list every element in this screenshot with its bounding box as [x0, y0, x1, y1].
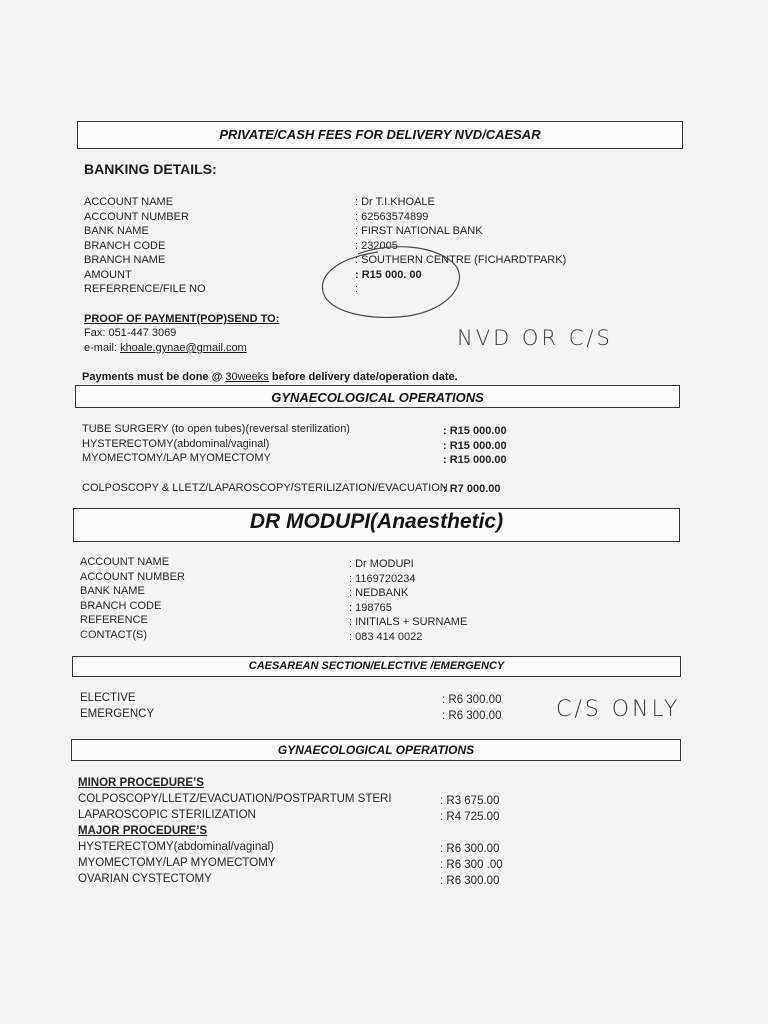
row-label: COLPOSCOPY/LLETZ/EVACUATION/POSTPARTUM STERI — [78, 793, 392, 805]
row-value: : R15 000.00 — [443, 454, 507, 466]
payment-post: before delivery date/operation date. — [268, 371, 458, 383]
row-value: : NEDBANK — [349, 587, 409, 599]
gyn-ops-title-2: GYNAECOLOGICAL OPERATIONS — [277, 743, 475, 757]
row-label: OVARIAN CYSTECTOMY — [78, 873, 212, 885]
row-label: EMERGENCY — [80, 708, 155, 720]
row-value: : R6 300.00 — [440, 875, 500, 887]
row-label: HYSTERECTOMY(abdominal/vaginal) — [78, 841, 274, 853]
row-value: : R6 300.00 — [442, 710, 502, 722]
row-label: BRANCH CODE — [80, 599, 162, 612]
handwritten-note-nvd: NVD OR C/S — [457, 326, 613, 350]
banking-heading: BANKING DETAILS: — [84, 161, 217, 177]
row-value: : FIRST NATIONAL BANK — [355, 225, 483, 237]
row-value: : 083 414 0022 — [349, 630, 423, 643]
row-value: : Dr T.I.KHOALE — [355, 196, 435, 208]
proof-heading: PROOF OF PAYMENT(POP)SEND TO: — [84, 313, 280, 325]
row-label: HYSTERECTOMY(abdominal/vaginal) — [82, 437, 270, 450]
row-label: ACCOUNT NAME — [80, 556, 170, 568]
row-value: : 1169720234 — [349, 572, 416, 585]
payment-weeks: 30weeks — [225, 371, 269, 383]
row-value: : — [355, 283, 359, 295]
handwritten-circle-mark — [318, 240, 464, 322]
row-value: : R7 000.00 — [443, 483, 501, 495]
proof-fax: Fax: 051-447 3069 — [84, 327, 177, 339]
row-label: TUBE SURGERY (to open tubes)(reversal sterilization) — [82, 423, 350, 435]
row-value: : SOUTHERN CENTRE (FICHARDTPARK) — [355, 254, 567, 266]
gyn-ops-list-1 — [82, 422, 682, 502]
row-value: : R3 675.00 — [440, 795, 500, 807]
row-label: BANK NAME — [80, 585, 145, 597]
row-label: REFERENCE — [80, 614, 148, 626]
row-label: CONTACT(S) — [80, 628, 148, 641]
payment-deadline-note — [82, 371, 458, 383]
row-label: REFERRENCE/FILE NO — [84, 283, 206, 295]
row-value: : Dr MODUPI — [349, 558, 414, 570]
row-label: MYOMECTOMY/LAP MYOMECTOMY — [82, 452, 271, 464]
row-value: : INITIALS + SURNAME — [349, 616, 468, 628]
row-value: : R15 000.00 — [443, 439, 507, 452]
row-value: : R6 300.00 — [440, 843, 500, 855]
row-label: BRANCH NAME — [84, 254, 166, 266]
caesarean-title: CAESAREAN SECTION/ELECTIVE /EMERGENCY — [248, 660, 505, 672]
gyn-ops-title-1: GYNAECOLOGICAL OPERATIONS — [271, 390, 484, 405]
row-label: BRANCH CODE — [84, 239, 166, 252]
row-label: ACCOUNT NAME — [84, 196, 174, 208]
row-value: : R15 000.00 — [443, 425, 507, 437]
row-label: BANK NAME — [84, 225, 149, 237]
row-label: COLPOSCOPY & LLETZ/LAPAROSCOPY/STERILIZATION/EVACUATION — [82, 482, 448, 494]
gyn-ops-list-2 — [78, 776, 678, 891]
row-value: : 62563574899 — [355, 210, 429, 223]
major-procedures-heading: MAJOR PROCEDURE’S — [78, 825, 208, 837]
row-value: : R6 300.00 — [442, 694, 502, 706]
row-label: ACCOUNT NUMBER — [80, 570, 185, 583]
row-label: ELECTIVE — [80, 692, 136, 704]
row-value: : 232005 — [355, 239, 398, 252]
anaesthetic-details-list — [80, 555, 680, 645]
row-label: AMOUNT — [84, 268, 132, 281]
row-value: : R4 725.00 — [440, 811, 500, 823]
email-label: e-mail: — [84, 342, 121, 354]
row-value: : 198765 — [349, 601, 392, 614]
row-label: ACCOUNT NUMBER — [84, 210, 189, 223]
payment-pre: Payments must be done @ — [82, 371, 226, 383]
row-value-amount: : R15 000. 00 — [355, 268, 422, 281]
minor-procedures-heading: MINOR PROCEDURE’S — [78, 777, 204, 789]
page-title: PRIVATE/CASH FEES FOR DELIVERY NVD/CAESAR — [219, 127, 541, 142]
row-value: : R6 300 .00 — [440, 859, 503, 871]
email-link[interactable]: khoale.gynae@gmail.com — [120, 342, 247, 354]
row-label: LAPAROSCOPIC STERILIZATION — [78, 809, 256, 821]
handwritten-note-cs-only: C/S ONLY — [556, 697, 681, 722]
row-label: MYOMECTOMY/LAP MYOMECTOMY — [78, 857, 276, 869]
anaesthetic-title: DR MODUPI(Anaesthetic) — [249, 510, 504, 533]
proof-email-line — [84, 342, 247, 354]
